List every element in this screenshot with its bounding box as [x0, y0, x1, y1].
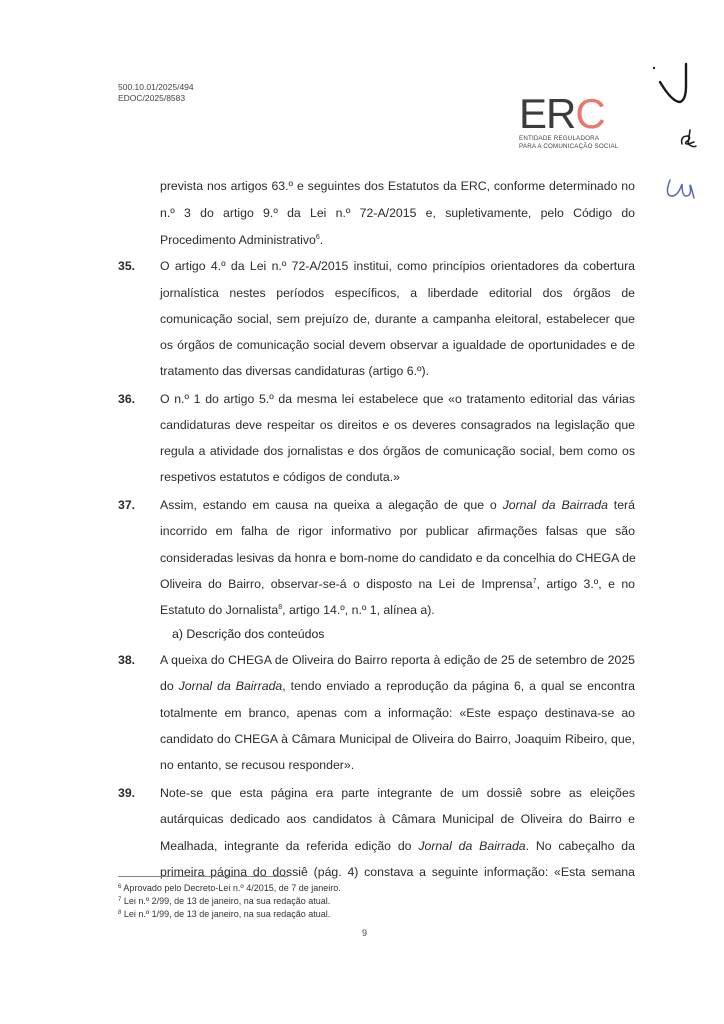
handwritten-initial-2	[676, 126, 700, 150]
text-line: respetivos estatutos e códigos de conduta.»	[160, 470, 400, 484]
edoc-number: EDOC/2025/8583	[118, 93, 186, 103]
text-line: A queixa do CHEGA de Oliveira do Bairro reporta à edição de 25 de setembro de 2025	[160, 653, 635, 667]
text-line: Note-se que esta página era parte integrante de um dossiê sobre as eleições	[160, 786, 635, 800]
text-line: consideradas lesivas da honra e bom-nome do candidato e da concelhia do CHEGA de	[160, 551, 636, 565]
text-line: totalmente em branco, apenas com a informação: «Este espaço destinava-se ao	[160, 706, 635, 720]
footnote-ref: 6	[315, 234, 320, 241]
logo-subtitle: ENTIDADE REGULADORA PARA A COMUNICAÇÃO SOCIAL	[519, 135, 619, 150]
footnote: $^7$ Lei n.º 2/99, de 13 de janeiro, na sua redação atual.	[118, 896, 331, 906]
text-line: autárquicas dedicado aos candidatos à Câmara Municipal de Oliveira do Bairro e	[160, 812, 635, 826]
paragraph-number: 38.	[118, 653, 136, 667]
handwritten-initial-1	[650, 62, 690, 112]
handwritten-initial-3	[664, 176, 698, 200]
text-line: Mealhada, integrante da referida edição do Jornal da Bairrada. No cabeçalho da	[160, 839, 635, 853]
footnote-separator	[118, 876, 288, 877]
text-line: Estatuto do Jornalista$^8$, artigo 14.º, n.º 1, alínea a).	[160, 603, 435, 617]
text-line: primeira página do dossiê (pág. 4) constava a seguinte informação: «Esta semana	[160, 865, 635, 879]
text-line: jornalística nestes períodos específicos, a liberdade editorial dos órgãos de	[160, 286, 635, 300]
text-line: Oliveira do Bairro, observar-se-á o disposto na Lei de Imprensa$^7$, artigo 3.º, e no	[160, 577, 635, 591]
text-line: n.º 3 do artigo 9.º da Lei n.º 72-A/2015 e, supletivamente, pelo Código do	[160, 206, 635, 220]
text-line: regula a atividade dos jornalistas e dos órgãos de comunicação social, bem como os	[160, 444, 635, 458]
paragraph-number: 39.	[118, 786, 136, 800]
paragraph-number: 35.	[118, 259, 136, 273]
process-number: 500.10.01/2025/494	[118, 82, 194, 92]
footnote: $^8$ Lei n.º 1/99, de 13 de janeiro, na sua redação atual.	[118, 909, 331, 919]
text-line: incorrido em falha de rigor informativo por publicar afirmações falsas que são	[160, 524, 635, 538]
footnote-ref: 7	[532, 578, 537, 585]
text-line: candidaturas deve respeitar os direitos e os deveres consagrados na legislação que	[160, 418, 635, 432]
document-reference	[118, 82, 194, 104]
footnote: $^6$ Aprovado pelo Decreto-Lei n.º 4/2015, de 7 de janeiro.	[118, 883, 341, 893]
text-line: Assim, estando em causa na queixa a alegação de que o Jornal da Bairrada terá	[160, 498, 635, 512]
paragraph-number: 36.	[118, 392, 136, 406]
page-number: 9	[362, 928, 368, 938]
text-line: no entanto, se recusou responder».	[160, 758, 355, 772]
text-line: prevista nos artigos 63.º e seguintes dos Estatutos da ERC, conforme determinado no	[160, 179, 635, 193]
text-line: O n.º 1 do artigo 5.º da mesma lei estabelece que «o tratamento editorial das várias	[160, 392, 635, 406]
section-heading: a) Descrição dos conteúdos	[172, 627, 325, 641]
logo-mark: ERC	[519, 90, 605, 137]
text-line: do Jornal da Bairrada, tendo enviado a reprodução da página 6, a qual se encontra	[160, 679, 635, 693]
text-line: Procedimento Administrativo$^6$.	[160, 233, 324, 247]
text-line: os órgãos de comunicação social devem observar a igualdade de oportunidades e de	[160, 338, 635, 352]
text-line: O artigo 4.º da Lei n.º 72-A/2015 institui, como princípios orientadores da cobertura	[160, 259, 635, 273]
text-line: candidato do CHEGA à Câmara Municipal de Oliveira do Bairro, Joaquim Ribeiro, que,	[160, 732, 635, 746]
paragraph-number: 37.	[118, 498, 136, 512]
erc-logo	[519, 90, 649, 151]
footnote-ref: 8	[278, 604, 283, 611]
text-line: comunicação social, sem prejuízo de, durante a campanha eleitoral, estabelecer que	[160, 312, 635, 326]
text-line: tratamento das diversas candidaturas (artigo 6.º).	[160, 364, 430, 378]
